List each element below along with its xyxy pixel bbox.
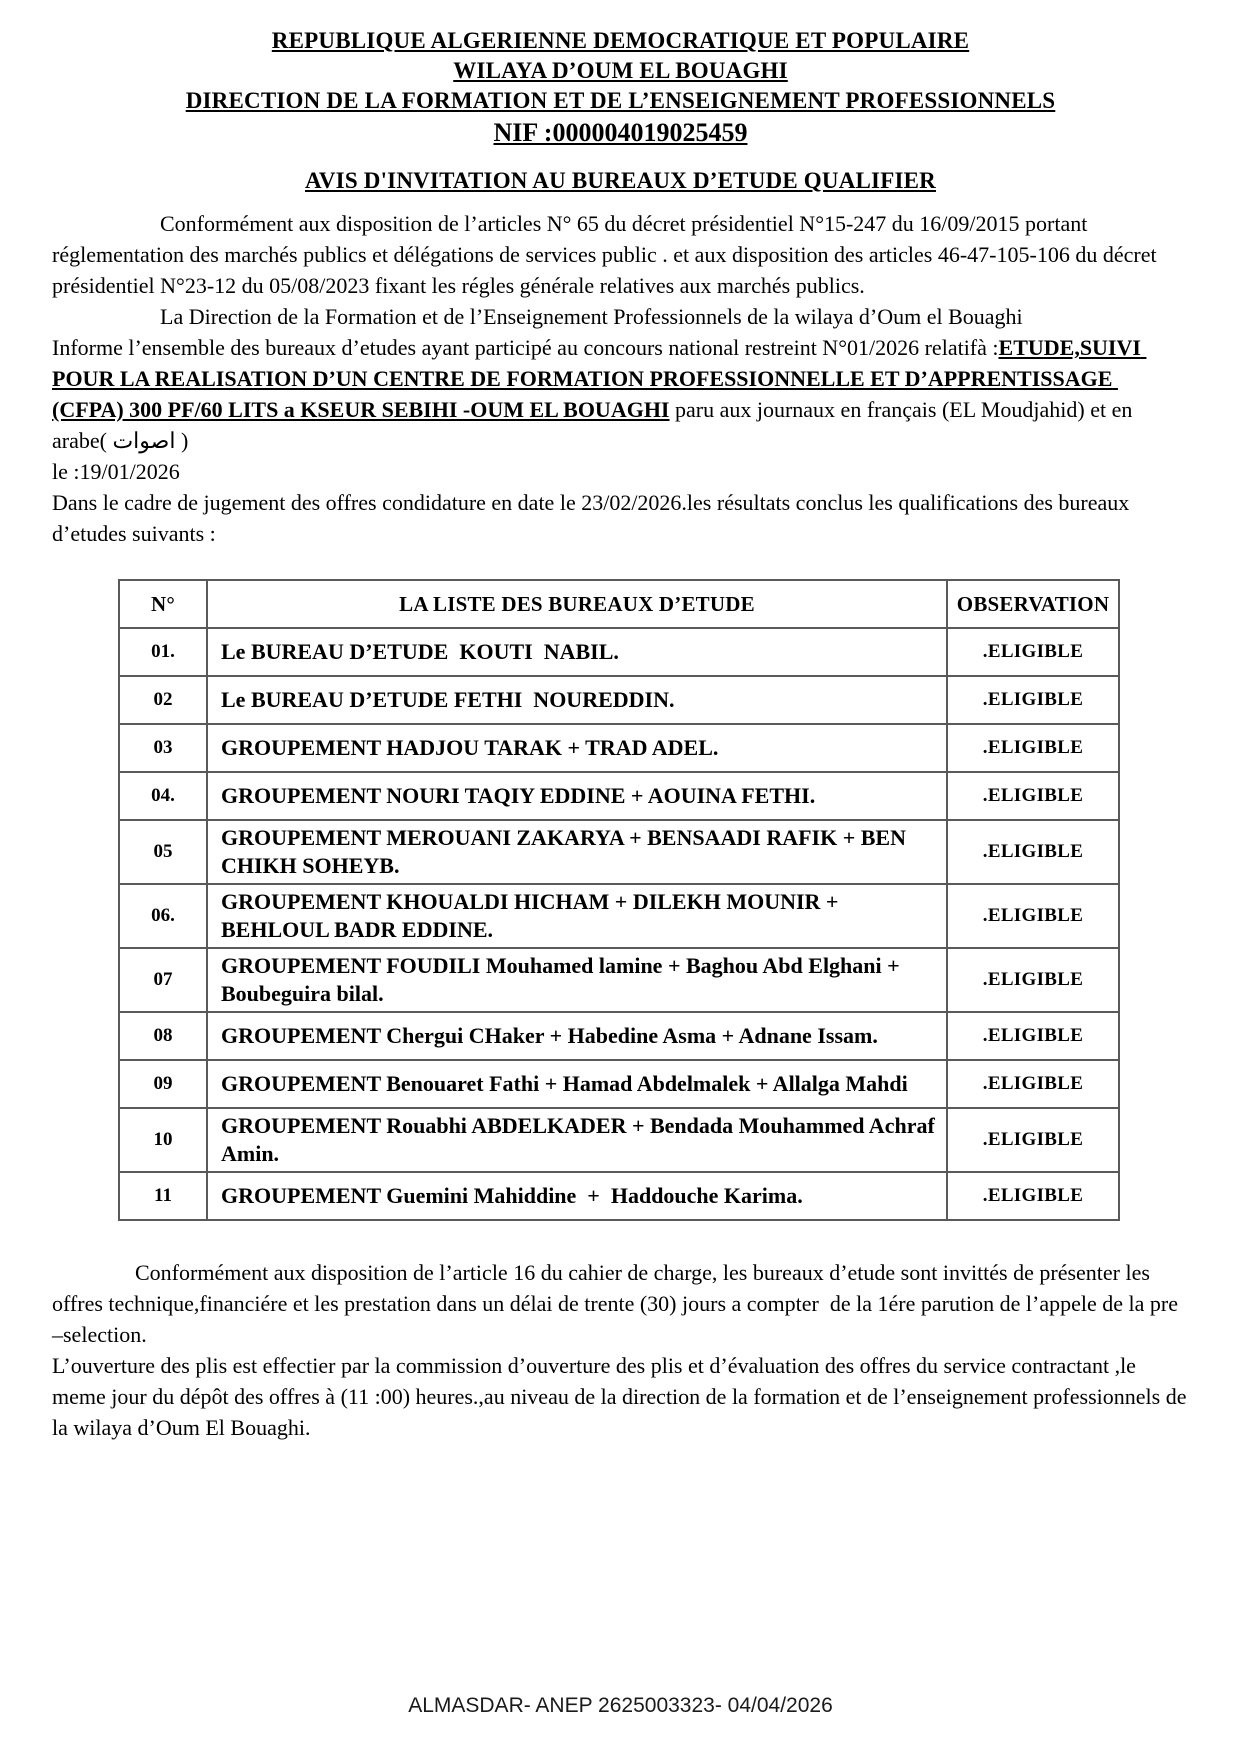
- row-number-cell: 08: [119, 1012, 207, 1060]
- table-row: [119, 676, 1119, 724]
- bureau-name-cell: GROUPEMENT KHOUALDI HICHAM + DILEKH MOUNIR + BEHLOUL BADR EDDINE.: [207, 884, 947, 948]
- row-number-cell: 01.: [119, 628, 207, 676]
- bureau-name-cell: GROUPEMENT Guemini Mahiddine + Haddouche Karima.: [207, 1172, 947, 1220]
- table-row: [119, 724, 1119, 772]
- qualification-table-body: [119, 628, 1119, 1220]
- row-number-cell: 05: [119, 820, 207, 884]
- paragraph-announcement: [52, 301, 1189, 487]
- header-wilaya-line: WILAYA D’OUM EL BOUAGHI: [453, 58, 788, 83]
- observation-cell: .ELIGIBLE: [947, 948, 1119, 1012]
- footer-anep-line: ALMASDAR- ANEP 2625003323- 04/04/2026: [408, 1694, 833, 1717]
- table-row: [119, 948, 1119, 1012]
- announcement-project-title: ETUDE,SUIVI POUR LA REALISATION D’UN CENTRE DE FORMATION PROFESSIONNELLE ET D’APPRENTISSAGE (CFPA) 300 PF/60 LITS a KSEUR SEBIHI -OUM EL BOUAGHI: [52, 335, 1147, 422]
- table-row: [119, 628, 1119, 676]
- table-row: [119, 884, 1119, 948]
- bureau-name-cell: GROUPEMENT Benouaret Fathi + Hamad Abdelmalek + Allalga Mahdi: [207, 1060, 947, 1108]
- document-header: [52, 26, 1189, 150]
- observation-cell: .ELIGIBLE: [947, 1012, 1119, 1060]
- paragraph-opening-terms: L’ouverture des plis est effectier par la commission d’ouverture des plis et d’évaluation des offres du service contractant ,le meme jour du dépôt des offres à (11 :00) heures.,au niveau de la direction de la formation et de l’enseignement professionnels de la wilaya d’Oum El Bouaghi.: [52, 1353, 1192, 1440]
- bureau-name-cell: GROUPEMENT FOUDILI Mouhamed lamine + Baghou Abd Elghani + Boubeguira bilal.: [207, 948, 947, 1012]
- observation-cell: .ELIGIBLE: [947, 676, 1119, 724]
- page-title: AVIS D'INVITATION AU BUREAUX D’ETUDE QUALIFIER: [305, 168, 936, 193]
- bureau-name-cell: GROUPEMENT Rouabhi ABDELKADER + Bendada Mouhammed Achraf Amin.: [207, 1108, 947, 1172]
- bureau-name-cell: GROUPEMENT NOURI TAQIY EDDINE + AOUINA FETHI.: [207, 772, 947, 820]
- column-header-observation: OBSERVATION: [947, 580, 1119, 628]
- bureau-name-cell: GROUPEMENT Chergui CHaker + Habedine Asma + Adnane Issam.: [207, 1012, 947, 1060]
- observation-cell: .ELIGIBLE: [947, 1172, 1119, 1220]
- column-header-bureau-list: LA LISTE DES BUREAUX D’ETUDE: [207, 580, 947, 628]
- bureau-name-cell: GROUPEMENT MEROUANI ZAKARYA + BENSAADI RAFIK + BEN CHIKH SOHEYB.: [207, 820, 947, 884]
- observation-cell: .ELIGIBLE: [947, 772, 1119, 820]
- row-number-cell: 02: [119, 676, 207, 724]
- row-number-cell: 03: [119, 724, 207, 772]
- row-number-cell: 06.: [119, 884, 207, 948]
- header-nif: NIF :000004019025459: [493, 118, 748, 147]
- qualification-table-head: [119, 580, 1119, 628]
- table-header-row: [119, 580, 1119, 628]
- table-row: [119, 1060, 1119, 1108]
- row-number-cell: 10: [119, 1108, 207, 1172]
- announcement-intro: La Direction de la Formation et de l’Enseignement Professionnels de la wilaya d’Oum el Bouaghi: [160, 304, 1023, 329]
- bureau-name-cell: Le BUREAU D’ETUDE KOUTI NABIL.: [207, 628, 947, 676]
- bureau-name-cell: GROUPEMENT HADJOU TARAK + TRAD ADEL.: [207, 724, 947, 772]
- announcement-pre: Informe l’ensemble des bureaux d’etudes ayant participé au concours national restreint N°01/2026 relatifà :: [52, 335, 999, 360]
- qualification-table: [118, 579, 1120, 1221]
- row-number-cell: 07: [119, 948, 207, 1012]
- paragraph-submission-terms: Conformément aux disposition de l’article 16 du cahier de charge, les bureaux d’etude sont invittés de présenter les offres technique,financiére et les prestation dans un délai de trente (30) jours a compter de la 1ére parution de l’appele de la pre –selection.: [52, 1260, 1184, 1347]
- observation-cell: .ELIGIBLE: [947, 1108, 1119, 1172]
- table-row: [119, 772, 1119, 820]
- observation-cell: .ELIGIBLE: [947, 724, 1119, 772]
- observation-cell: .ELIGIBLE: [947, 628, 1119, 676]
- observation-cell: .ELIGIBLE: [947, 820, 1119, 884]
- bureau-name-cell: Le BUREAU D’ETUDE FETHI NOUREDDIN.: [207, 676, 947, 724]
- announcement-date: le :19/01/2026: [52, 459, 180, 484]
- table-row: [119, 820, 1119, 884]
- header-republic-line: REPUBLIQUE ALGERIENNE DEMOCRATIQUE ET POPULAIRE: [271, 28, 970, 53]
- observation-cell: .ELIGIBLE: [947, 1060, 1119, 1108]
- header-direction-line: DIRECTION DE LA FORMATION ET DE L’ENSEIGNEMENT PROFESSIONNELS: [185, 88, 1056, 113]
- row-number-cell: 04.: [119, 772, 207, 820]
- table-row: [119, 1108, 1119, 1172]
- table-row: [119, 1172, 1119, 1220]
- announcement-post: paru aux journaux en français (EL Moudjahid) et en arabe( اصوات ): [52, 397, 1138, 453]
- row-number-cell: 09: [119, 1060, 207, 1108]
- table-row: [119, 1012, 1119, 1060]
- paragraph-results-intro: Dans le cadre de jugement des offres condidature en date le 23/02/2026.les résultats conclus les qualifications des bureaux d’etudes suivants :: [52, 490, 1135, 546]
- column-header-number: N°: [119, 580, 207, 628]
- observation-cell: .ELIGIBLE: [947, 884, 1119, 948]
- paragraph-legal-basis: Conformément aux disposition de l’articles N° 65 du décret présidentiel N°15-247 du 16/09/2015 portant réglementation des marchés publics et délégations de services public . et aux disposition des articles 46-47-105-106 du décret présidentiel N°23-12 du 05/08/2023 fixant les régles générale relatives aux marchés publics.: [52, 211, 1163, 298]
- row-number-cell: 11: [119, 1172, 207, 1220]
